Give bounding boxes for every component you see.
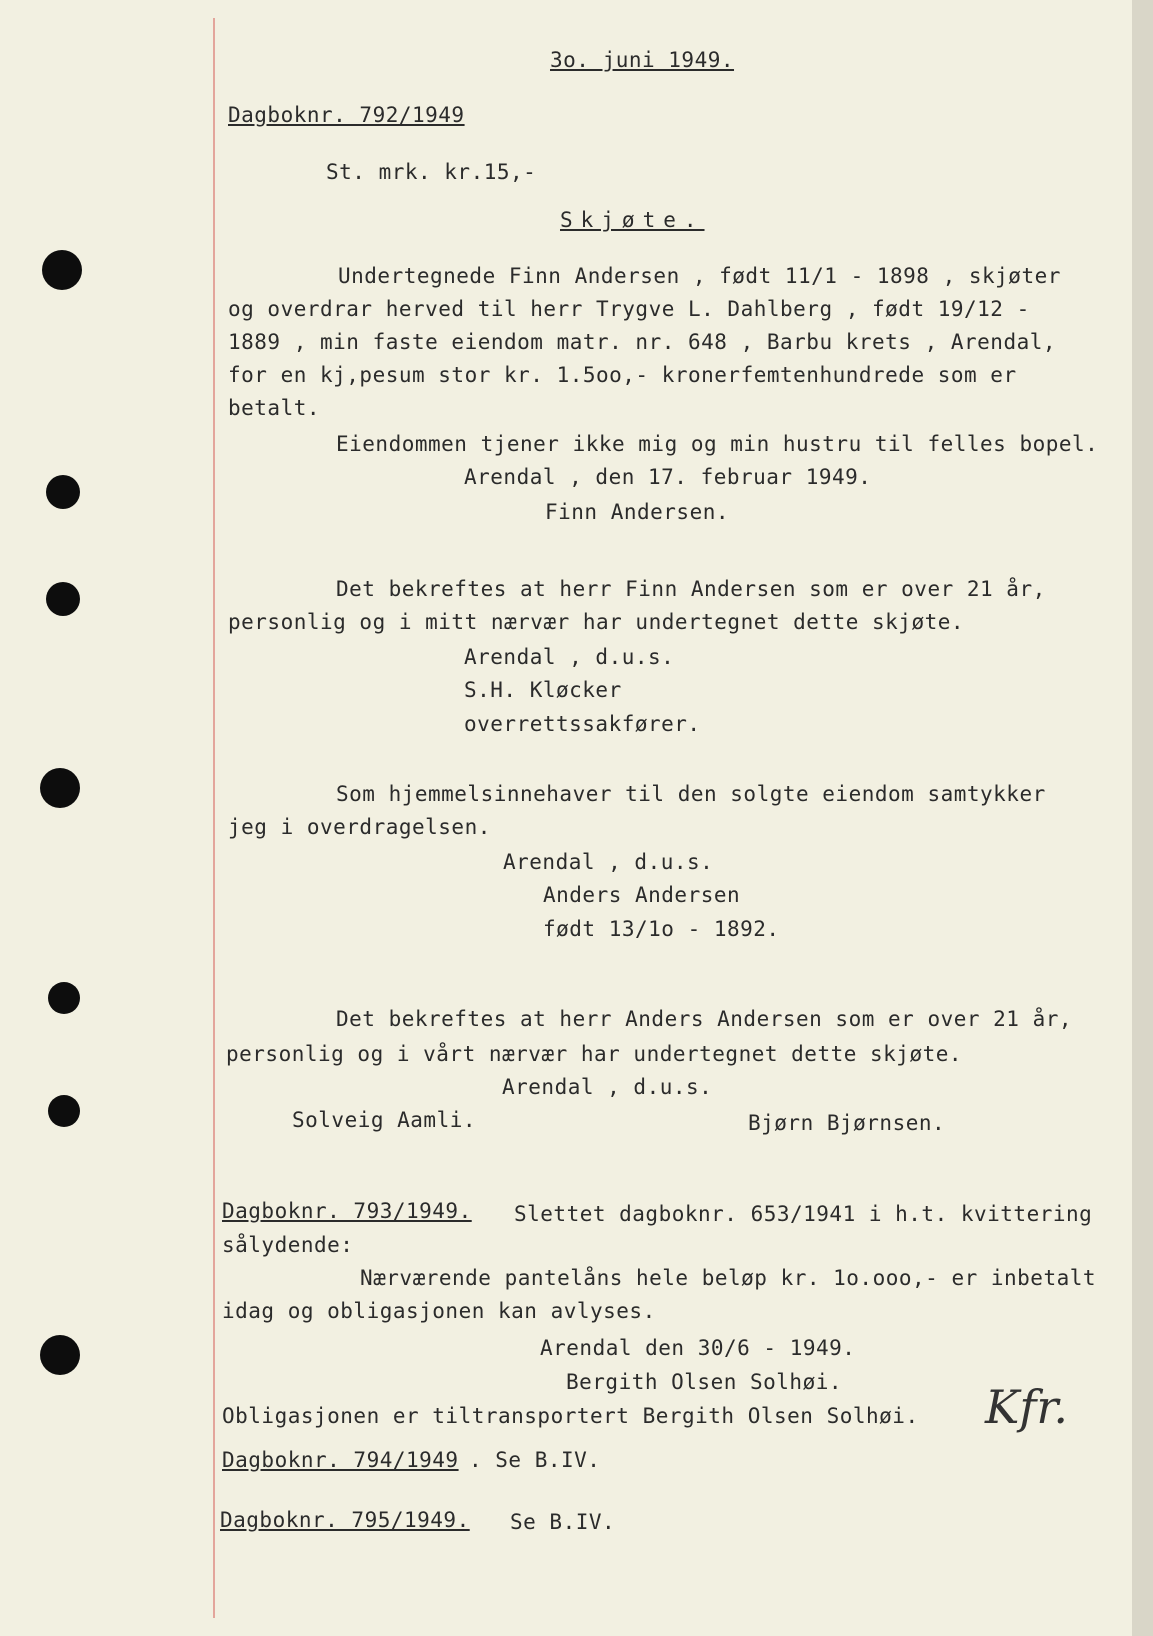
witness2-place: Arendal , d.u.s. — [502, 1075, 713, 1099]
punch-hole — [46, 582, 80, 616]
entry-793-body-line: Nærværende pantelåns hele beløp kr. 1o.ooo,- er inbetalt — [360, 1266, 1097, 1290]
deed-title: Skjøte. — [560, 208, 705, 232]
witness1-title: overrettssakfører. — [464, 712, 701, 736]
entry-794-ref: Dagboknr. 794/1949 — [222, 1448, 459, 1472]
deed-body-line: Undertegnede Finn Andersen , født 11/1 - 1898 , skjøter — [338, 264, 1061, 288]
entry-793-body-line: idag og obligasjonen kan avlyses. — [222, 1299, 656, 1323]
consent-born: født 13/1o - 1892. — [543, 917, 780, 941]
punch-hole — [40, 768, 80, 808]
entry-793-text: Slettet dagboknr. 653/1941 i h.t. kvittering — [514, 1202, 1093, 1226]
witness1-place: Arendal , d.u.s. — [464, 645, 675, 669]
entry-792-ref: Dagboknr. 792/1949 — [228, 103, 465, 127]
punch-hole — [40, 1335, 80, 1375]
entry-795-text: Se B.IV. — [510, 1510, 616, 1534]
entry-793-transfer: Obligasjonen er tiltransportert Bergith Olsen Solhøi. — [222, 1404, 919, 1428]
consent-line: Som hjemmelsinnehaver til den solgte eiendom samtykker — [336, 782, 1046, 806]
residence-statement: Eiendommen tjener ikke mig og min hustru til felles bopel. — [336, 432, 1099, 456]
stamp-duty: St. mrk. kr.15,- — [326, 160, 537, 184]
witness1-line: Det bekreftes at herr Finn Andersen som er over 21 år, — [336, 577, 1046, 601]
witness1-name: S.H. Kløcker — [464, 678, 622, 702]
consent-line: jeg i overdragelsen. — [228, 815, 491, 839]
witness2-line: personlig og i vårt nærvær har undertegnet dette skjøte. — [226, 1042, 963, 1066]
witness2-left: Solveig Aamli. — [292, 1108, 477, 1132]
entry-795-ref: Dagboknr. 795/1949. — [220, 1508, 470, 1532]
entry-793-ref: Dagboknr. 793/1949. — [222, 1199, 472, 1223]
consent-place: Arendal , d.u.s. — [503, 850, 714, 874]
handwritten-initials: Kfr. — [985, 1380, 1068, 1434]
deed-body-line: betalt. — [228, 396, 321, 420]
consent-name: Anders Andersen — [543, 883, 741, 907]
punch-hole — [46, 475, 80, 509]
deed-body-line: og overdrar herved til herr Trygve L. Dahlberg , født 19/12 - — [228, 297, 1030, 321]
entry-793-text2: sålydende: — [222, 1233, 354, 1257]
punch-hole — [42, 250, 82, 290]
deed-body-line: 1889 , min faste eiendom matr. nr. 648 , Barbu krets , Arendal, — [228, 330, 1057, 354]
margin-rule — [213, 18, 215, 1618]
witness1-line: personlig og i mitt nærvær har undertegnet dette skjøte. — [228, 610, 965, 634]
witness2-line: Det bekreftes at herr Anders Andersen som er over 21 år, — [336, 1007, 1073, 1031]
deed-body-line: for en kj,pesum stor kr. 1.5oo,- kronerfemtenhundrede som er — [228, 363, 1017, 387]
witness2-right: Bjørn Bjørnsen. — [748, 1111, 946, 1135]
page-edge — [1132, 0, 1153, 1636]
entry-794-text: . Se B.IV. — [469, 1448, 601, 1472]
entry-793-place-date: Arendal den 30/6 - 1949. — [540, 1336, 856, 1360]
deed-place-date: Arendal , den 17. februar 1949. — [464, 465, 872, 489]
deed-signer: Finn Andersen. — [545, 500, 730, 524]
punch-hole — [48, 982, 80, 1014]
punch-hole — [48, 1095, 80, 1127]
entry-793-signer: Bergith Olsen Solhøi. — [566, 1370, 843, 1394]
page-date: 3o. juni 1949. — [550, 48, 735, 72]
